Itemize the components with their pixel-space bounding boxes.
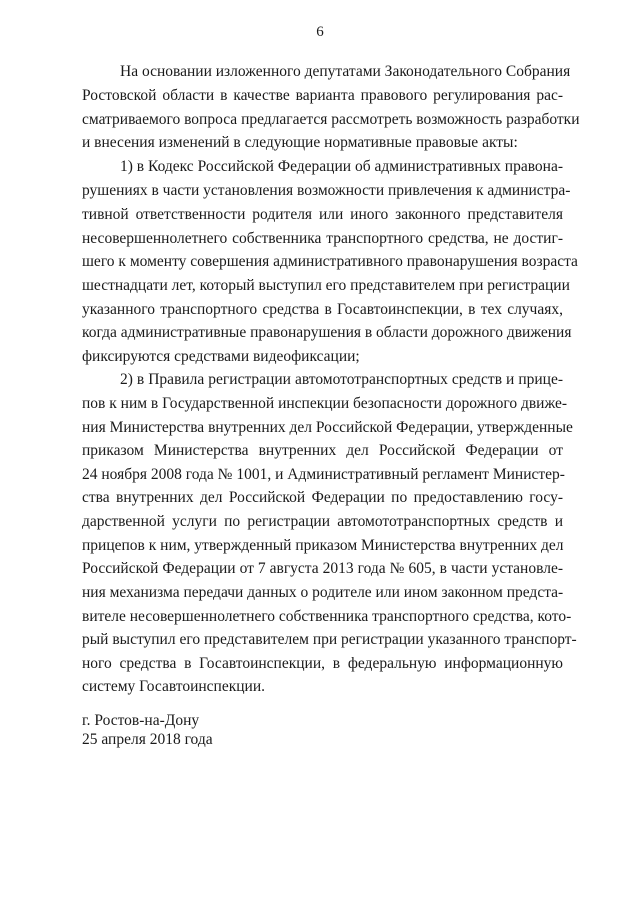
text-line: фиксируются средствами видеофиксации;: [82, 348, 360, 365]
text-line: ства внутренних дел Российской Федерации по предоставлению госу-: [82, 489, 563, 506]
text-line: систему Госавтоинспекции.: [82, 678, 266, 695]
text-line: когда административные правонарушения в области дорожного движения: [82, 324, 572, 341]
text-line: На основании изложенного депутатами Законодательного Собрания: [120, 63, 571, 80]
text-line: ния Министерства внутренних дел Российской Федерации, утвержденные: [82, 419, 573, 436]
signature-place: г. Ростов-на-Дону: [82, 712, 200, 729]
text-line: тивной ответственности родителя или иного законного представителя: [82, 206, 563, 223]
text-line: вителе несовершеннолетнего собственника транспортного средства, кото-: [82, 608, 572, 625]
text-line: 1) в Кодекс Российской Федерации об административных правона-: [120, 158, 563, 175]
text-line: 24 ноября 2008 года № 1001, и Административный регламент Министер-: [82, 466, 565, 483]
text-line: прицепов к ним, утвержденный приказом Министерства внутренних дел: [82, 537, 564, 554]
text-line: Ростовской области в качестве варианта правового регулирования рас-: [82, 87, 563, 104]
page-number: 6: [316, 24, 324, 40]
text-line: пов к ним в Государственной инспекции безопасности дорожного движе-: [82, 395, 568, 412]
text-line: ния механизма передачи данных о родителе или ином законном предста-: [82, 584, 564, 601]
text-line: и внесения изменений в следующие нормативные правовые акты:: [82, 134, 518, 151]
text-line: указанного транспортного средства в Госавтоинспекции, в тех случаях,: [82, 301, 563, 318]
text-line: ного средства в Госавтоинспекции, в федеральную информационную: [82, 655, 563, 672]
text-line: рушениях в части установления возможности привлечения к администра-: [82, 182, 571, 199]
text-line: шестнадцати лет, который выступил его представителем при регистрации: [82, 277, 570, 294]
text-line: шего к моменту совершения административного правонарушения возраста: [82, 253, 578, 270]
text-line: несовершеннолетнего собственника транспортного средства, не достиг-: [82, 230, 563, 247]
text-line: рый выступил его представителем при регистрации указанного транспорт-: [82, 631, 577, 648]
text-line: дарственной услуги по регистрации автомототранспортных средств и: [82, 513, 563, 530]
text-line: приказом Министерства внутренних дел Российской Федерации от: [82, 442, 563, 459]
text-line: сматриваемого вопроса предлагается рассмотреть возможность разработки: [82, 111, 580, 128]
text-line: 2) в Правила регистрации автомототранспортных средств и прице-: [120, 371, 563, 388]
text-line: Российской Федерации от 7 августа 2013 года № 605, в части установле-: [82, 560, 563, 577]
signature-date: 25 апреля 2018 года: [82, 731, 213, 748]
